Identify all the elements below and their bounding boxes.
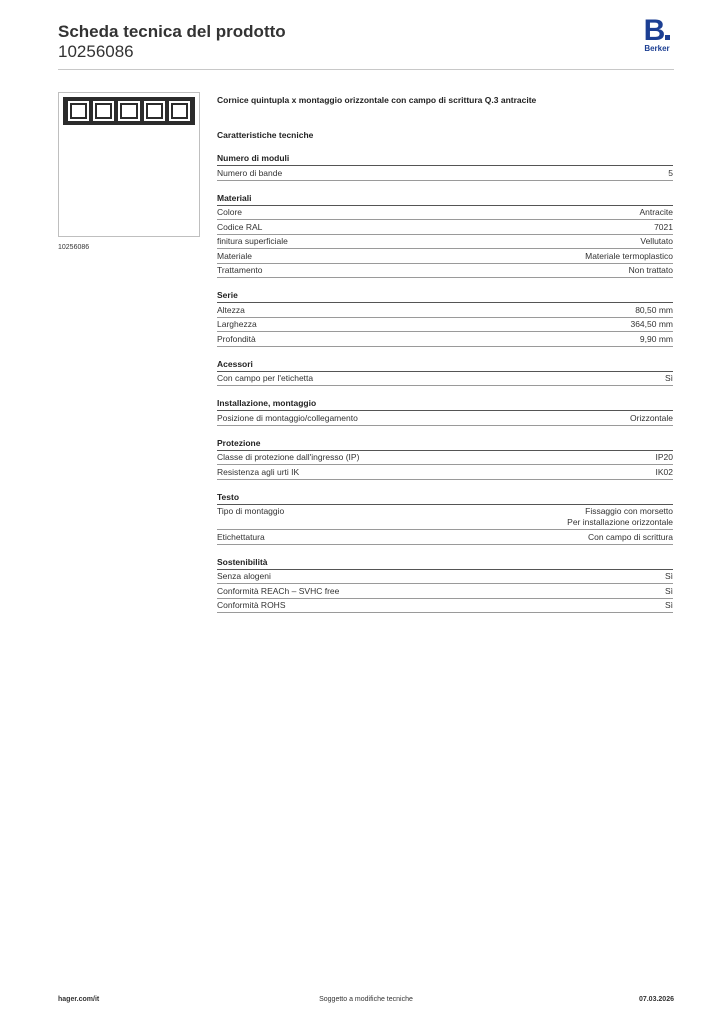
frame-slot <box>68 101 89 121</box>
logo-letter: B <box>640 16 674 46</box>
spec-label: Posizione di montaggio/collegamento <box>217 412 358 423</box>
spec-value <box>585 251 673 262</box>
spec-row <box>217 206 673 221</box>
spec-label: Classe di protezione dall'ingresso (IP) <box>217 452 360 462</box>
spec-label: Altezza <box>217 304 245 315</box>
spec-value-line: 364,50 mm <box>630 319 673 329</box>
spec-value-line: Sì <box>664 585 673 596</box>
section-title: Acessori <box>217 358 673 372</box>
frame-slot <box>144 101 165 121</box>
spec-value-line: Orizzontale <box>630 412 673 423</box>
spec-label: Senza alogeni <box>217 571 271 581</box>
spec-label: Tipo di montaggio <box>217 506 285 516</box>
spec-section <box>217 289 673 347</box>
spec-value <box>656 467 674 478</box>
spec-value-line: IP20 <box>655 452 673 462</box>
spec-row <box>217 235 673 250</box>
spec-row <box>217 318 673 333</box>
spec-value <box>665 571 673 582</box>
spec-label: Trattamento <box>217 265 263 275</box>
spec-section <box>217 152 673 181</box>
section-title: Installazione, montaggio <box>217 397 673 411</box>
spec-row <box>217 505 673 531</box>
spec-value-line: Sì <box>664 600 673 610</box>
spec-section <box>217 192 673 279</box>
spec-value <box>588 532 673 543</box>
spec-sections <box>217 152 673 613</box>
spec-value-line: Vellutato <box>640 236 673 246</box>
spec-value <box>629 265 673 276</box>
berker-logo <box>640 16 674 53</box>
spec-value <box>567 506 673 528</box>
spec-value <box>630 413 673 424</box>
spec-section <box>217 397 673 426</box>
image-caption: 10256086 <box>58 244 90 251</box>
spec-section <box>217 556 673 614</box>
spec-row <box>217 530 673 545</box>
spec-section <box>217 491 673 545</box>
spec-value <box>630 319 673 330</box>
section-title: Numero di moduli <box>217 152 673 166</box>
footer-website: hager.com/it <box>58 996 100 1003</box>
spec-row <box>217 332 673 347</box>
spec-value-line: Con campo di scrittura <box>587 531 673 542</box>
spec-value-line: 80,50 mm <box>635 304 673 315</box>
spec-label: Materiale <box>217 250 252 261</box>
spec-row <box>217 372 673 387</box>
spec-value <box>665 600 673 611</box>
logo-name: Berker <box>644 44 670 53</box>
frame-slot <box>93 101 114 121</box>
spec-row <box>217 264 673 279</box>
spec-value <box>635 305 673 316</box>
spec-label: Conformità REACh – SVHC free <box>217 585 340 596</box>
spec-section <box>217 437 673 480</box>
section-title: Sostenibilità <box>217 556 673 570</box>
spec-row <box>217 599 673 614</box>
spec-label: Codice RAL <box>217 221 263 232</box>
spec-value <box>639 207 673 218</box>
spec-label: Con campo per l'etichetta <box>217 373 314 383</box>
spec-row <box>217 570 673 585</box>
spec-label: finitura superficiale <box>217 236 288 246</box>
footer-note: Soggetto a modifiche tecniche <box>319 996 413 1003</box>
spec-row <box>217 249 673 264</box>
spec-value-line: Per installazione orizzontale <box>567 517 673 527</box>
spec-label: Numero di bande <box>217 167 283 178</box>
spec-value-line: Materiale termoplastico <box>585 250 673 261</box>
spec-row <box>217 166 673 181</box>
spec-value <box>656 452 674 463</box>
spec-row <box>217 220 673 235</box>
spec-value <box>640 236 673 247</box>
product-code: 10256086 <box>58 42 134 61</box>
spec-value-line: 5 <box>668 167 673 178</box>
spec-value-line: 9,90 mm <box>639 333 673 344</box>
spec-label: Colore <box>217 207 243 217</box>
spec-value <box>668 168 673 179</box>
spec-row <box>217 451 673 466</box>
spec-value-line: Non trattato <box>628 265 673 275</box>
spec-label: Larghezza <box>217 319 257 329</box>
footer-date: 07.03.2026 <box>638 996 674 1003</box>
spec-value <box>665 586 673 597</box>
section-title: Serie <box>217 289 673 303</box>
spec-value-line: Antracite <box>639 207 673 217</box>
spec-value <box>665 373 673 384</box>
spec-row <box>217 584 673 599</box>
section-title: Materiali <box>217 192 673 206</box>
spec-label: Conformità ROHS <box>217 600 286 610</box>
spec-content <box>217 94 673 613</box>
spec-label: Etichettatura <box>217 531 265 542</box>
page-title: Scheda tecnica del prodotto <box>58 22 286 41</box>
section-title: Protezione <box>217 437 673 451</box>
spec-row <box>217 303 673 318</box>
spec-label: Resistenza agli urti IK <box>217 466 300 477</box>
page-footer <box>58 996 674 1010</box>
spec-value-line: Fissaggio con morsetto <box>585 506 673 516</box>
spec-value-line: Sì <box>664 373 673 383</box>
page-header <box>58 14 674 70</box>
characteristics-title: Caratteristiche tecniche <box>217 130 314 140</box>
frame-slot <box>169 101 190 121</box>
spec-row <box>217 411 673 426</box>
spec-value-line: 7021 <box>654 221 673 232</box>
section-title: Testo <box>217 491 673 505</box>
spec-section <box>217 358 673 387</box>
spec-value <box>654 222 673 233</box>
spec-value-line: Sì <box>664 571 673 581</box>
spec-value-line: IK02 <box>655 466 673 477</box>
spec-value <box>640 334 673 345</box>
frame-slot <box>118 101 139 121</box>
frame-illustration <box>63 97 195 125</box>
product-image <box>58 92 200 237</box>
spec-label: Profondità <box>217 333 256 344</box>
spec-row <box>217 465 673 480</box>
product-title: Cornice quintupla x montaggio orizzontale con campo di scrittura Q.3 antracite <box>217 95 537 105</box>
